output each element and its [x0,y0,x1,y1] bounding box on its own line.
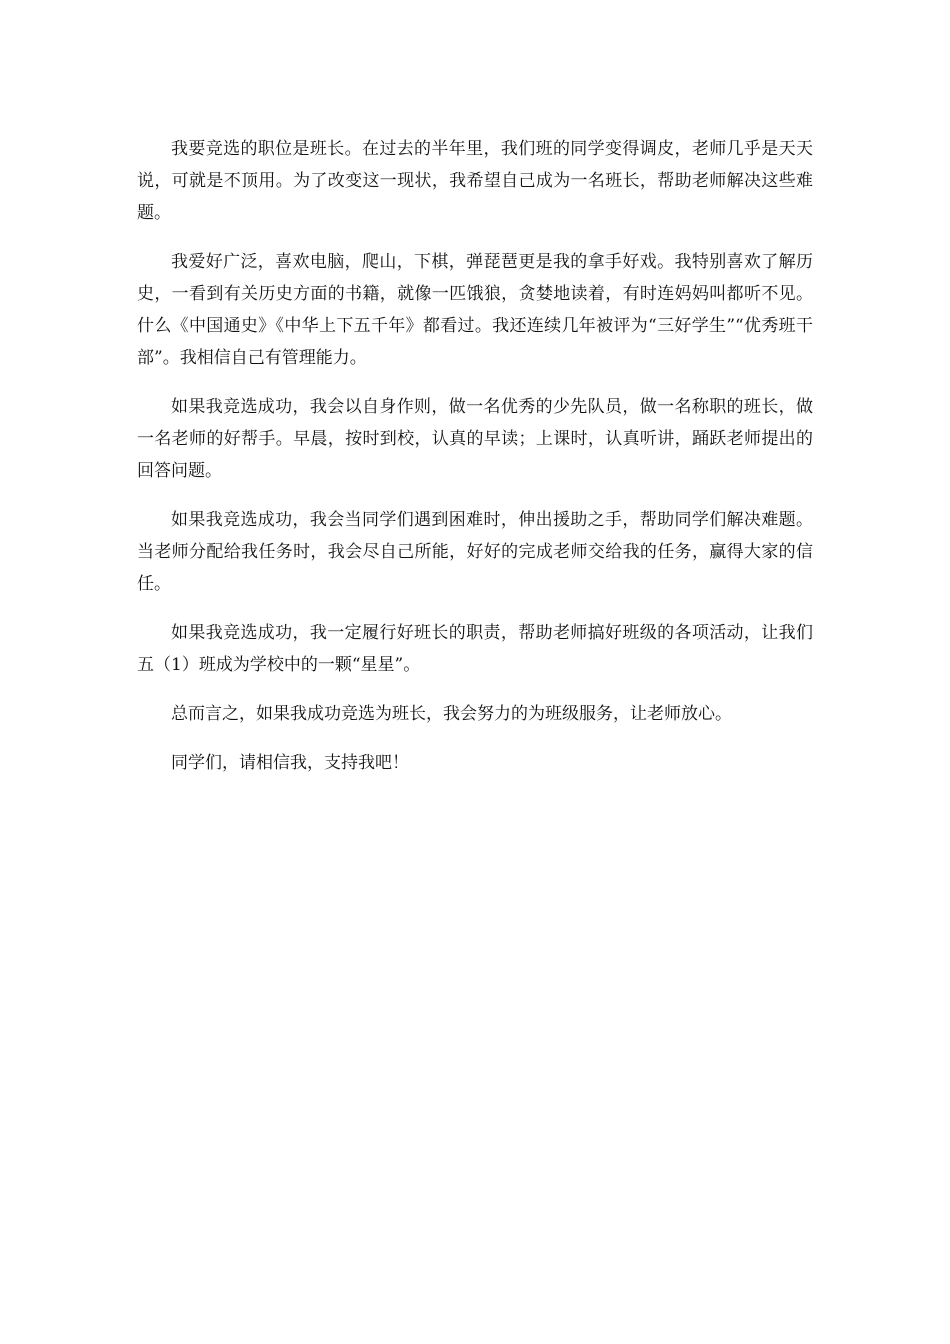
paragraph-role-model: 如果我竞选成功，我会以自身作则，做一名优秀的少先队员，做一名称职的班长，做一名老师的好帮手。早晨，按时到校，认真的早读；上课时，认真听讲，踊跃老师提出的回答问题。 [137,397,813,481]
paragraph-class-activities: 如果我竞选成功，我一定履行好班长的职责，帮助老师搞好班级的各项活动，让我们五（1）班成为学校中的一颗“星星”。 [137,623,813,675]
paragraph-help-classmates: 如果我竞选成功，我会当同学们遇到困难时，伸出援助之手，帮助同学们解决难题。当老师分配给我任务时，我会尽自己所能，好好的完成老师交给我的任务，赢得大家的信任。 [137,510,813,594]
paragraph-summary: 总而言之，如果我成功竞选为班长，我会努力的为班级服务，让老师放心。 [171,704,732,724]
paragraph-closing: 同学们，请相信我，支持我吧！ [171,753,409,773]
paragraph-position: 我要竞选的职位是班长。在过去的半年里，我们班的同学变得调皮，老师几乎是天天说，可就是不顶用。为了改变这一现状，我希望自己成为一名班长，帮助老师解决这些难题。 [137,139,813,223]
paragraph-hobbies: 我爱好广泛，喜欢电脑，爬山，下棋，弹琵琶更是我的拿手好戏。我特别喜欢了解历史，一看到有关历史方面的书籍，就像一匹饿狼，贪婪地读着，有时连妈妈叫都听不见。什么《中国通史》《中华上下五千年》都看过。我还连续几年被评为“三好学生”“优秀班干部”。我相信自己有管理能力。 [137,252,813,368]
document-body [137,133,813,796]
